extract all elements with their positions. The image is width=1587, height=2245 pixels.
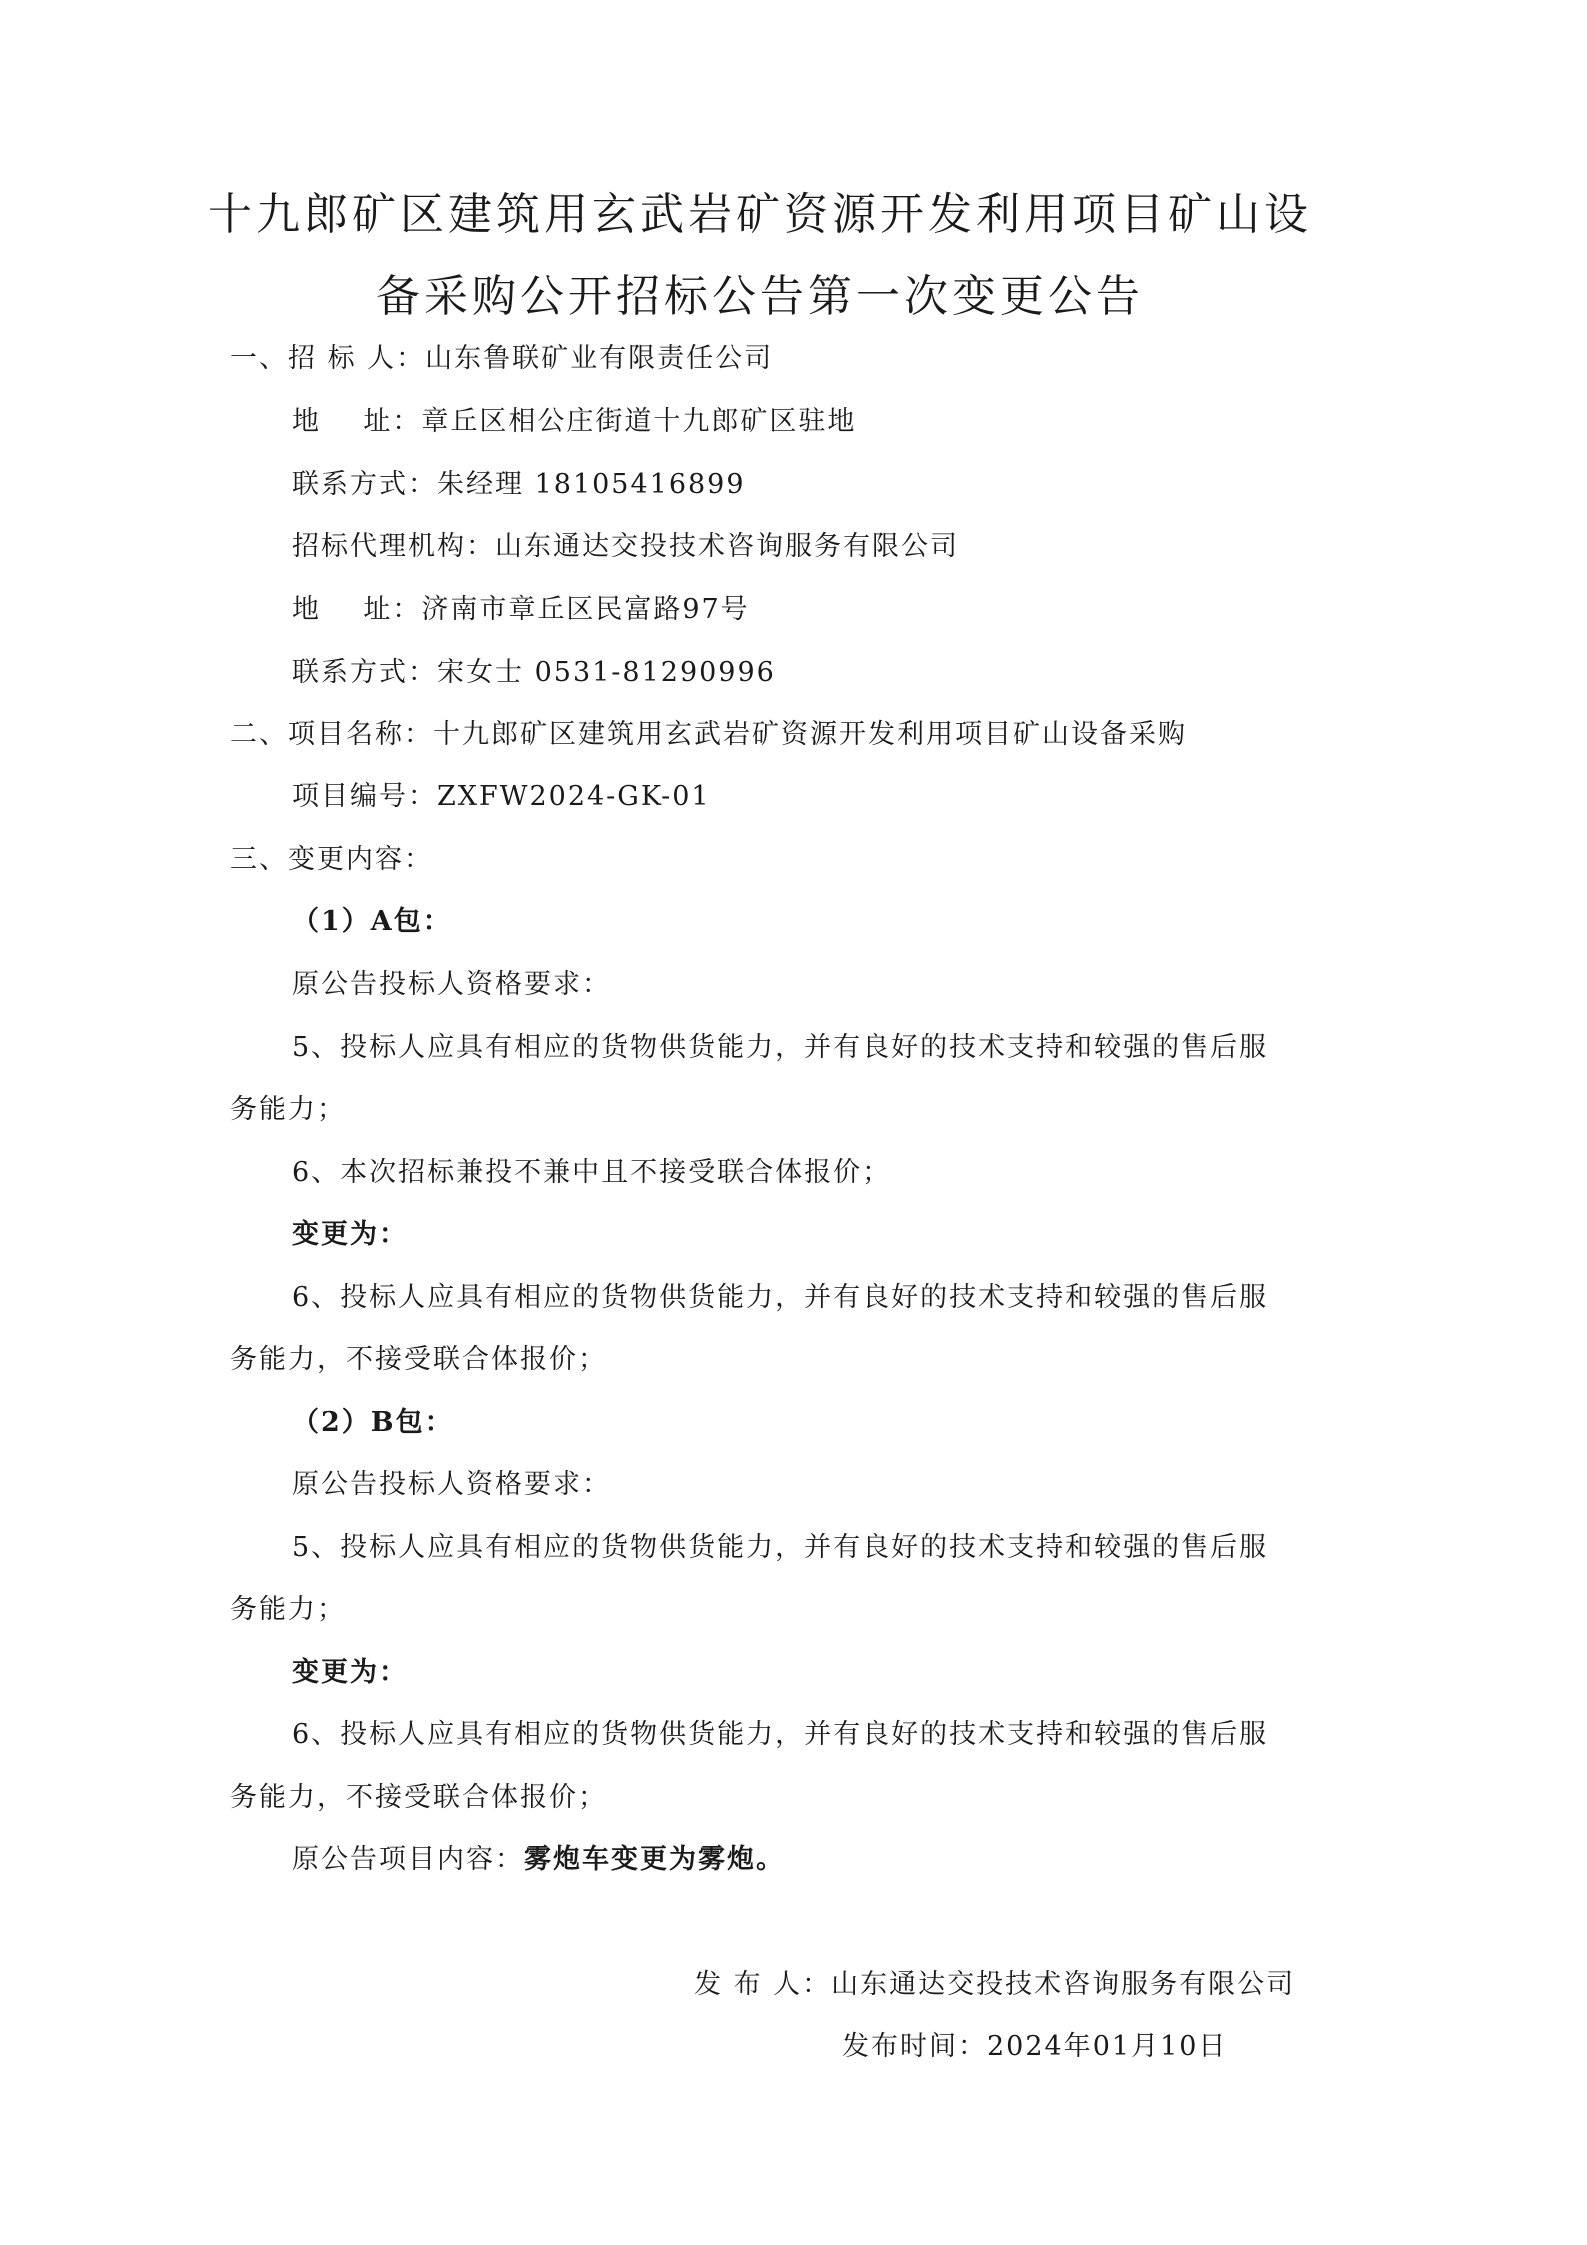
- tenderer-contact: 联系方式：朱经理 18105416899: [292, 469, 746, 500]
- package-a-item5-line2: 务能力；: [230, 1094, 346, 1125]
- package-b-changed-label: 变更为：: [292, 1657, 408, 1688]
- publisher-line: 发 布 人：山东通达交投技术咨询服务有限公司: [694, 1969, 1296, 2000]
- package-b-original-label: 原公告投标人资格要求：: [292, 1469, 611, 1500]
- package-a-new6-line2: 务能力，不接受联合体报价；: [230, 1344, 607, 1375]
- project-content-change: [292, 1843, 785, 1877]
- tenderer-line: 一、招 标 人：山东鲁联矿业有限责任公司: [230, 343, 774, 374]
- package-a-heading: （1）A包：: [292, 906, 452, 937]
- project-number: 项目编号：ZXFW2024-GK-01: [292, 781, 711, 812]
- title-line-2: 备采购公开招标公告第一次变更公告: [376, 271, 1144, 322]
- package-a-changed-label: 变更为：: [292, 1219, 408, 1250]
- package-b-new6-line1: 6、投标人应具有相应的货物供货能力，并有良好的技术支持和较强的售后服: [292, 1719, 1269, 1750]
- agency-address: 地 址：济南市章丘区民富路97号: [292, 594, 750, 625]
- package-b-item5-line1: 5、投标人应具有相应的货物供货能力，并有良好的技术支持和较强的售后服: [292, 1532, 1269, 1563]
- title-line-1: 十九郎矿区建筑用玄武岩矿资源开发利用项目矿山设: [208, 189, 1312, 240]
- project-content-label: 原公告项目内容：: [292, 1844, 524, 1875]
- package-a-new6-line1: 6、投标人应具有相应的货物供货能力，并有良好的技术支持和较强的售后服: [292, 1282, 1269, 1313]
- change-heading: 三、变更内容：: [230, 844, 433, 875]
- agency-contact: 联系方式：宋女士 0531-81290996: [292, 657, 776, 688]
- project-content-value: 雾炮车变更为雾炮。: [524, 1844, 785, 1875]
- tenderer-address: 地 址：章丘区相公庄街道十九郎矿区驻地: [292, 406, 857, 437]
- package-a-original-label: 原公告投标人资格要求：: [292, 969, 611, 1000]
- package-b-new6-line2: 务能力，不接受联合体报价；: [230, 1782, 607, 1813]
- publish-time: 发布时间：2024年01月10日: [842, 2031, 1228, 2062]
- project-name: 二、项目名称：十九郎矿区建筑用玄武岩矿资源开发利用项目矿山设备采购: [230, 719, 1187, 750]
- package-b-item5-line2: 务能力；: [230, 1594, 346, 1625]
- agency-line: 招标代理机构：山东通达交投技术咨询服务有限公司: [292, 531, 959, 562]
- package-a-item5-line1: 5、投标人应具有相应的货物供货能力，并有良好的技术支持和较强的售后服: [292, 1032, 1269, 1063]
- package-a-item6: 6、本次招标兼投不兼中且不接受联合体报价；: [292, 1157, 892, 1188]
- package-b-heading: （2）B包：: [292, 1407, 454, 1438]
